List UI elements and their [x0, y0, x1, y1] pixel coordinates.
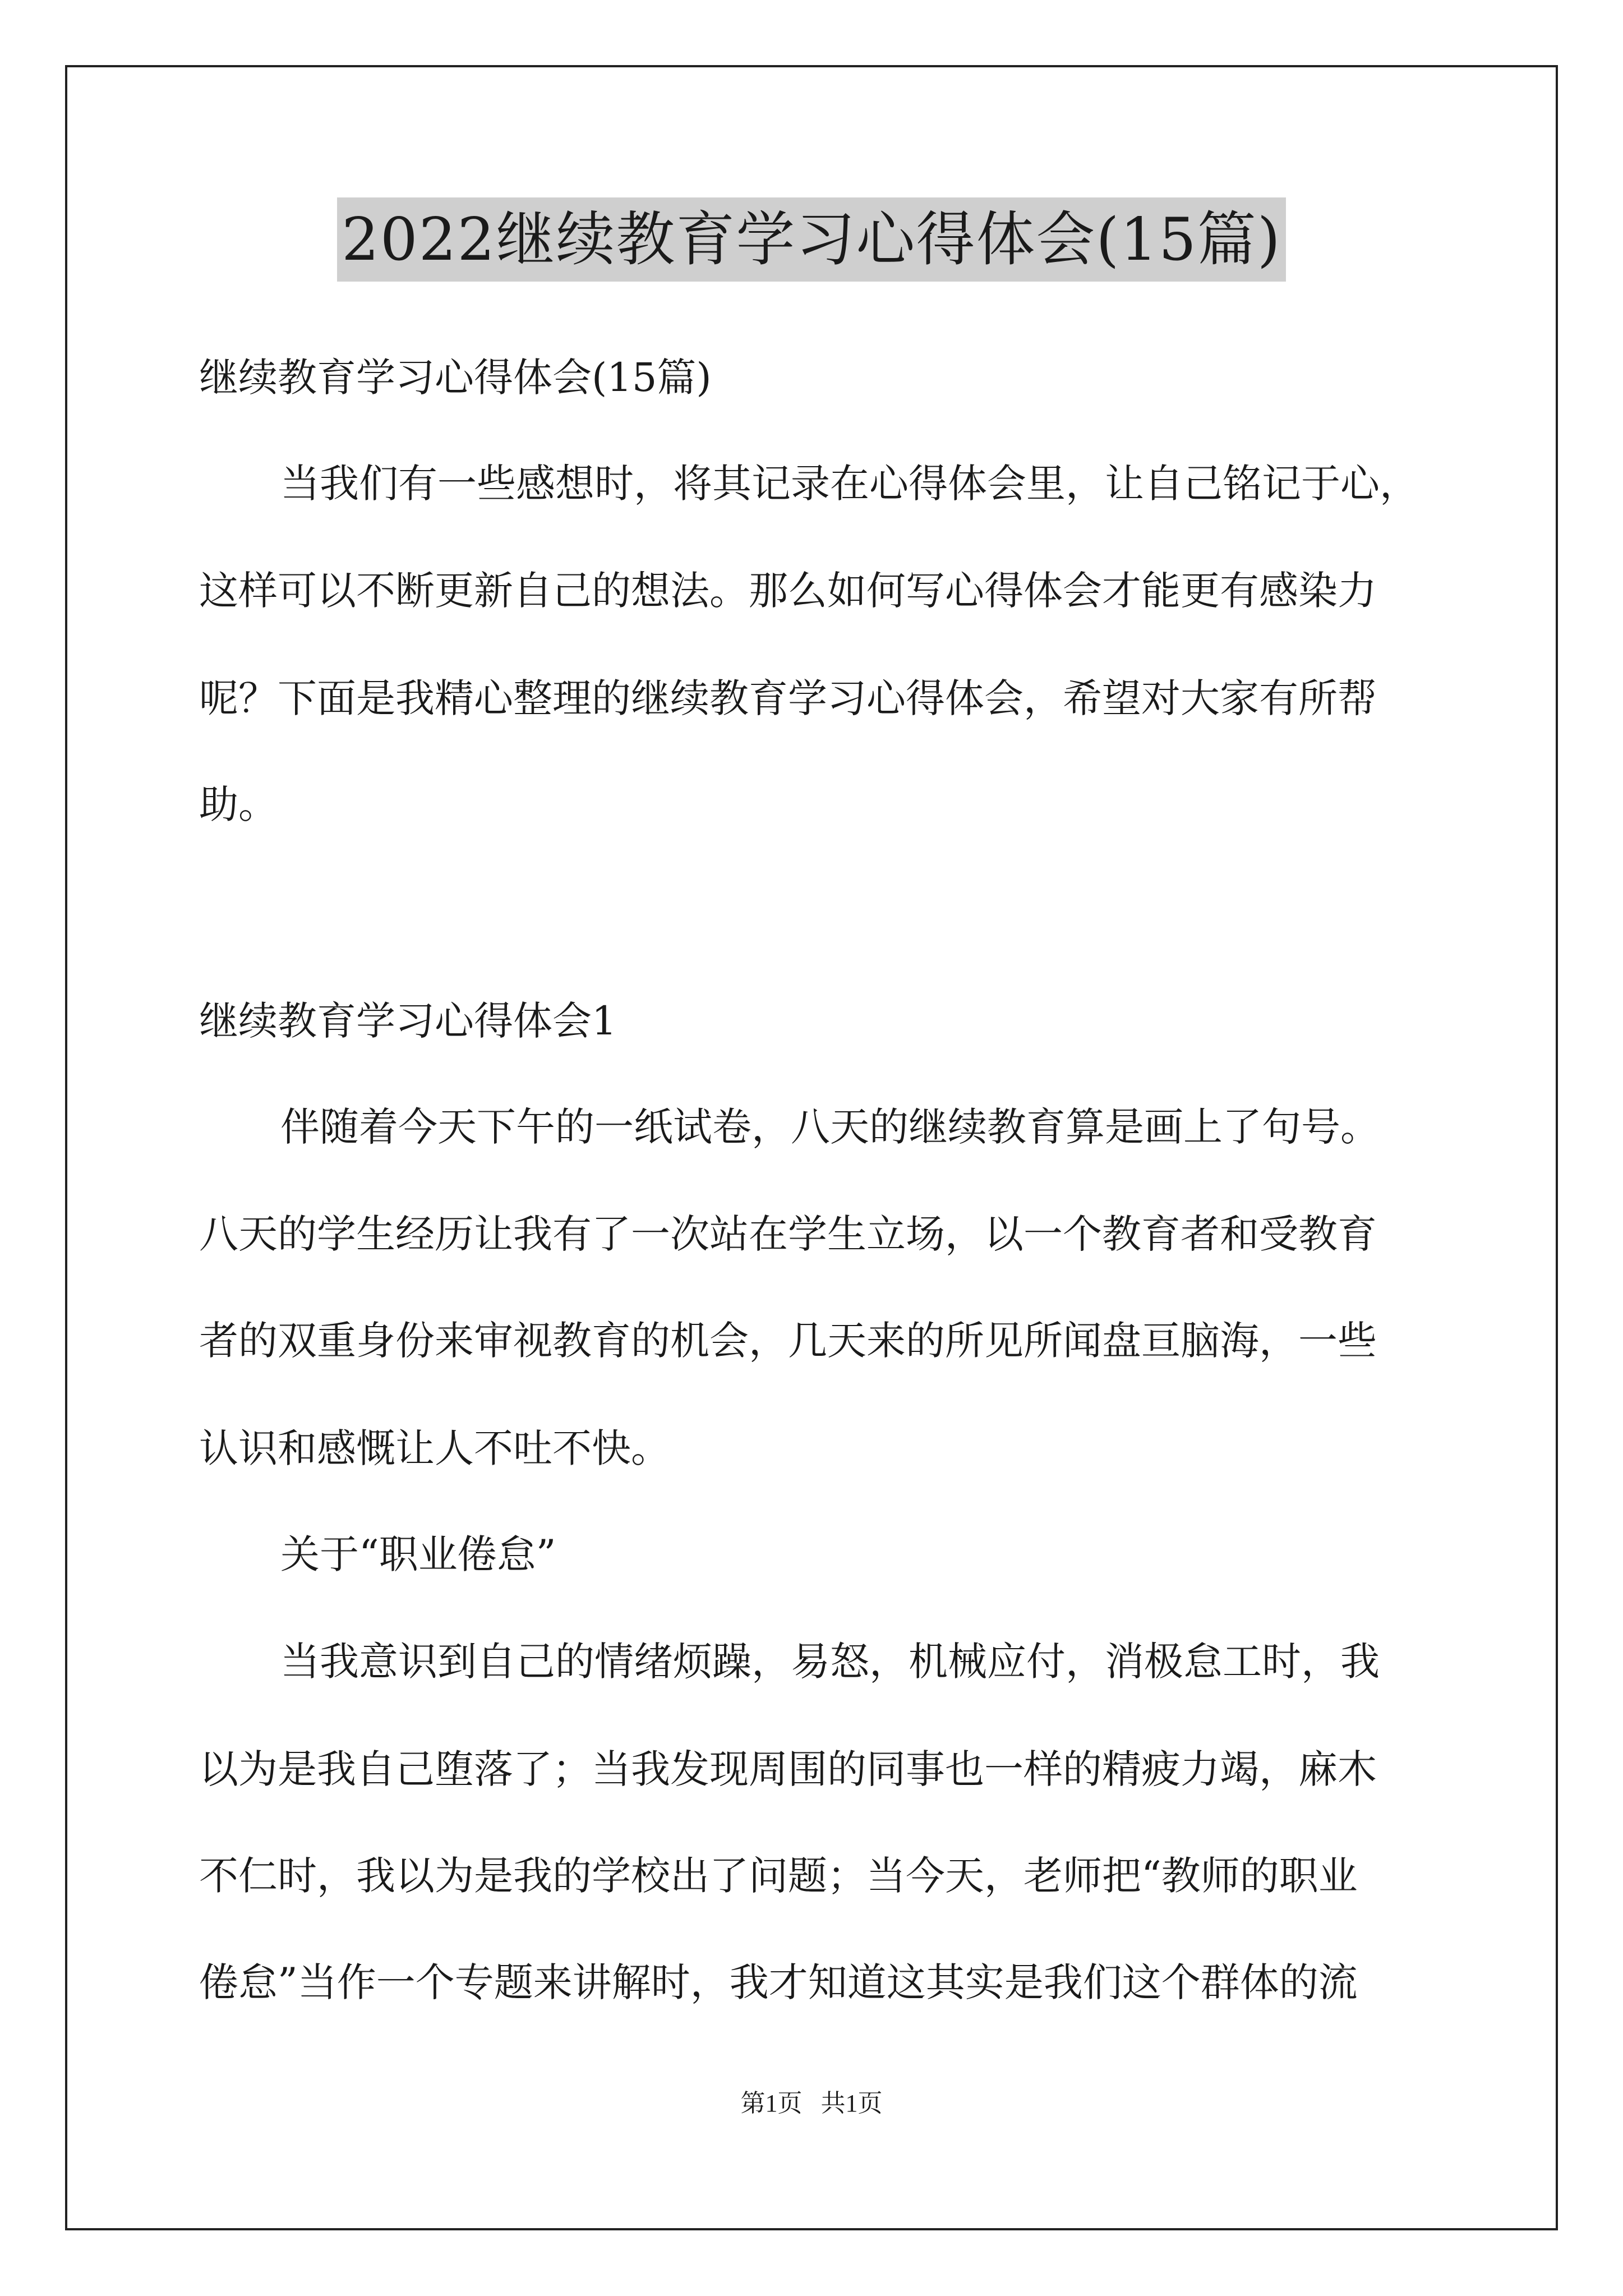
paragraph1-line-4: 认识和感慨让人不吐不快。: [199, 1425, 670, 1471]
paragraph1-line-1: 伴随着今天下午的一纸试卷，八天的继续教育算是画上了句号。: [280, 1104, 1380, 1150]
paragraph1-line-3: 者的双重身份来审视教育的机会，几天来的所见所闻盘亘脑海，一些: [199, 1318, 1377, 1364]
intro-line-3: 呢？下面是我精心整理的继续教育学习心得体会，希望对大家有所帮: [199, 675, 1377, 721]
page-number-footer: 第1页 共1页: [740, 2090, 883, 2117]
section-heading: 继续教育学习心得体会1: [199, 998, 617, 1044]
paragraph2-line-3: 不仁时，我以为是我的学校出了问题；当今天，老师把“教师的职业: [199, 1853, 1358, 1899]
document-subtitle: 继续教育学习心得体会(15篇): [199, 355, 712, 401]
intro-line-1: 当我们有一些感想时，将其记录在心得体会里，让自己铭记于心，: [280, 461, 1419, 507]
title-wrapper: [0, 197, 1623, 282]
document-title: 2022继续教育学习心得体会(15篇): [337, 197, 1286, 282]
intro-line-4: 助。: [199, 781, 278, 827]
intro-line-2: 这样可以不断更新自己的想法。那么如何写心得体会才能更有感染力: [199, 568, 1377, 614]
subheading-job-burnout: 关于“职业倦怠”: [280, 1531, 556, 1577]
paragraph2-line-2: 以为是我自己堕落了；当我发现周围的同事也一样的精疲力竭，麻木: [199, 1746, 1377, 1792]
paragraph2-line-4: 倦怠”当作一个专题来讲解时，我才知道这其实是我们这个群体的流: [199, 1959, 1358, 2005]
paragraph1-line-2: 八天的学生经历让我有了一次站在学生立场，以一个教育者和受教育: [199, 1211, 1377, 1257]
paragraph2-line-1: 当我意识到自己的情绪烦躁，易怒，机械应付，消极怠工时，我: [280, 1639, 1380, 1685]
